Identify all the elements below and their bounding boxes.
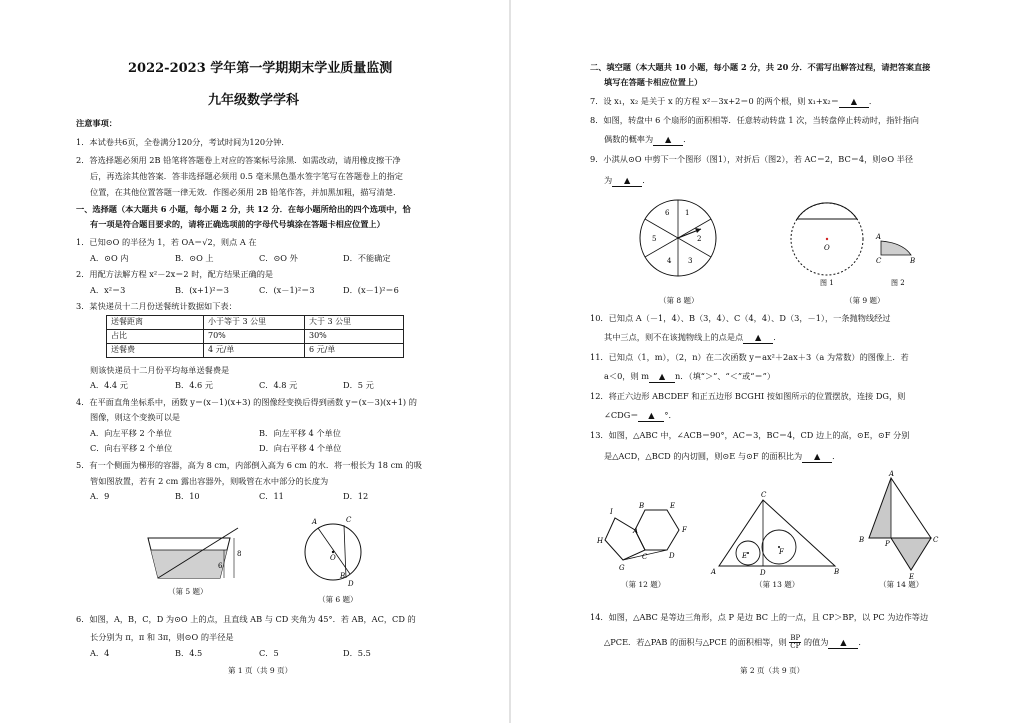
label-6: 6 (218, 562, 223, 570)
figure-2-label: 图 2 (891, 279, 905, 287)
label-a: A (876, 233, 882, 241)
notice-2-cont: 后，再选涂其他答案．答非选择题必须用 0.5 毫米黑色墨水签字笔写在答题卷上的指定 (90, 171, 403, 181)
q4-option-c: C．向右平移 2 个单位 (90, 443, 173, 453)
label: C (642, 553, 648, 561)
table-cell: 70% (204, 330, 305, 344)
label: D (669, 552, 675, 560)
spinner-divider (678, 219, 711, 238)
fraction-numerator: BP (790, 634, 801, 642)
section-2-heading: 二、填空题（本大题共 10 小题，每小题 2 分，共 20 分．不需写出解答过程，请把答案直接 (590, 62, 931, 72)
folded-piece (881, 241, 911, 255)
q1-option-d: D．不能确定 (343, 253, 391, 263)
answer-blank: ▲ (839, 96, 869, 108)
notice-heading: 注意事项： (76, 118, 117, 128)
q10-line-2: 其中三点，则不在该抛物线上的点是点 ▲ ． (604, 332, 781, 344)
q8-line-2: 偶数的概率为 ▲ ． (604, 134, 691, 146)
q13-text: 是△ACD，△BCD 的内切圆，则⊙E 与⊙F 的面积比为 (604, 451, 803, 461)
answer-blank: ▲ (743, 332, 773, 344)
label-f: F (779, 548, 784, 556)
q1-option-a: A．⊙O 内 (90, 253, 129, 263)
spinner-divider (645, 238, 678, 257)
figure-1-label: 图 1 (820, 279, 834, 287)
spinner-divider (678, 238, 711, 257)
exam-title: 2022-2023 学年第一学期期末学业质量监测 (128, 61, 393, 76)
q13-line-1: 13．如图，△ABC 中，∠ACB＝90°，AC＝3，BC＝4，CD 边上的高，⊙E，⊙F 分别 (590, 430, 910, 440)
q9-text: 为 (604, 175, 613, 185)
q5-option-d: D．12 (343, 491, 369, 501)
label: B (639, 502, 645, 510)
sector-number: 6 (665, 209, 670, 217)
spinner-divider (645, 219, 678, 238)
figure-14-caption: （第 14 题） (879, 580, 924, 589)
q12-line-2 (604, 410, 677, 422)
exam-subtitle: 九年级数学学科 (208, 93, 300, 108)
notice-2-cont2: 位置，在其他位置答题一律无效．作图必须用 2B 铅笔作答，并加黑加粗，描写清楚． (90, 187, 402, 197)
center-point (332, 551, 334, 553)
figure-12 (595, 496, 705, 578)
table-cell: 大于 3 公里 (305, 316, 404, 330)
fraction-denominator: CP (790, 642, 801, 651)
notice-1: 1．本试卷共6页，全卷满分120分，考试时间为120分钟． (76, 137, 290, 147)
table-row (107, 330, 404, 344)
page-2-footer: 第 2 页（共 9 页） (740, 666, 805, 675)
q5-line-1: 5．有一个侧面为梯形的容器，高为 8 cm，内部倒入高为 6 cm 的水．将一根长为 18 cm 的吸 (76, 460, 422, 470)
q6-option-d: D．5.5 (343, 648, 371, 658)
page-1 (0, 0, 507, 723)
q1-option-c: C．⊙O 外 (259, 253, 298, 263)
q12-line-1: 12．将正六边形 ABCDEF 和正五边形 BCGHI 按如图所示的位置摆放，连接 DG，则 (590, 391, 906, 401)
label-c: C (876, 257, 882, 265)
sector-number: 4 (667, 257, 672, 265)
answer-blank: ▲ (638, 410, 664, 422)
table-cell: 送餐距离 (107, 316, 204, 330)
q10-text: 其中三点，则不在该抛物线上的点是点 (604, 332, 744, 342)
q7: 7．设 x₁，x₂ 是关于 x 的方程 x²－3x+2＝0 的两个根，则 x₁+x₂＝ ▲ ． (590, 96, 877, 108)
figure-12-caption: （第 12 题） (621, 580, 666, 589)
label-8: 8 (237, 550, 242, 558)
q11-text-end: n．（填“＞”、“＜”或“＝”） (675, 371, 776, 381)
answer-blank: ▲ (828, 637, 858, 649)
sector-number: 2 (697, 235, 702, 243)
q9-line-2: 为 ▲ ． (604, 175, 650, 187)
page-1-footer: 第 1 页（共 9 页） (228, 666, 293, 675)
page-divider (509, 0, 511, 723)
label-c: C (761, 491, 767, 499)
figure-6-circle (300, 512, 380, 592)
label: H (597, 537, 604, 545)
q3-stem: 3．某快递员十二月份送餐统计数据如下表： (76, 301, 237, 311)
q14-line-2: △PCE．若△PAB 的面积与△PCE 的面积相等，则 $\frac{BP}{CP}$ 的值为 ▲ ． (604, 634, 867, 651)
table-row (107, 316, 404, 330)
q4-option-d: D．向右平移 4 个单位 (259, 443, 342, 453)
label-d: D (760, 569, 766, 577)
q2-option-b: B．(x+1)²＝3 (175, 285, 229, 295)
q6-option-c: C．5 (259, 648, 279, 658)
q1-stem: 1．已知⊙O 的半径为 1，若 OA＝√2，则点 A 在 (76, 237, 257, 247)
label-a: A (312, 518, 318, 526)
section-1-heading: 一、选择题（本大题共 6 小题，每小题 2 分，共 12 分．在每小题所给出的四个选项中，恰 (76, 204, 411, 214)
q4-line-1: 4．在平面直角坐标系中，函数 y＝(x－1)(x+3) 的图像经变换后得到函数 y＝(x－3)(x+1) 的 (76, 397, 417, 407)
page-2 (515, 0, 1024, 723)
label: E (670, 502, 676, 510)
q3-after: 则该快递员十二月份平均每单送餐费是 (90, 365, 230, 375)
label-p: P (885, 540, 890, 548)
label-e: E (909, 573, 915, 581)
q4-line-2: 图像，则这个变换可以是 (90, 412, 181, 422)
center-e (747, 552, 749, 554)
q12-text: ∠CDG＝ (604, 410, 639, 420)
label: I (610, 508, 613, 516)
q11-text: a＜0，则 m (604, 371, 650, 381)
pentagon (605, 518, 645, 560)
label-c: C (933, 536, 939, 544)
q6-line-1: 6．如图，A，B，C，D 为⊙O 上的点，且直线 AB 与 CD 夹角为 45°．若 AB，AC，CD 的 (76, 614, 416, 624)
q6-line-2: 长分别为 π，π 和 3π，则⊙O 的半径是 (90, 632, 234, 642)
q14-line-1: 14．如图，△ABC 是等边三角形，点 P 是边 BC 上的一点，且 CP＞BP，以 PC 为边作等边 (590, 612, 929, 622)
q4-option-a: A．向左平移 2 个单位 (90, 428, 172, 438)
label-o: O (824, 244, 830, 252)
q5-option-c: C．11 (259, 491, 284, 501)
section-1-heading-cont: 有一项是符合题目要求的，请将正确选项前的字母代号填涂在答题卡相应位置上） (90, 219, 385, 229)
q6-option-a: A．4 (90, 648, 110, 658)
figure-8-spinner (633, 193, 733, 293)
table-cell: 4 元/单 (204, 344, 305, 358)
sector-number: 5 (652, 235, 657, 243)
figure-5-container (128, 516, 248, 586)
shaded-pce (891, 538, 931, 570)
q5-option-b: B．10 (175, 491, 200, 501)
section-2-heading-cont: 填写在答题卡相应位置上） (604, 77, 703, 87)
cut-segment (797, 203, 857, 219)
q5-line-2: 管如图放置，若有 2 cm 露出容器外，则吸管在水中部分的长度为 (90, 476, 329, 486)
q14-text: △PCE．若△PAB 的面积与△PCE 的面积相等，则 (604, 636, 787, 647)
figure-8-caption: （第 8 题） (659, 296, 699, 305)
center-point (826, 238, 828, 240)
q7-text: 7．设 x₁，x₂ 是关于 x 的方程 x²－3x+2＝0 的两个根，则 x₁+x₂＝ (590, 96, 839, 106)
q4-option-b: B．向左平移 4 个单位 (259, 428, 341, 438)
table-row (107, 344, 404, 358)
water-region (151, 550, 227, 578)
sector-number: 1 (685, 209, 690, 217)
q2-stem: 2．用配方法解方程 x²－2x＝2 时，配方结果正确的是 (76, 269, 274, 279)
figure-6-caption: （第 6 题） (318, 595, 358, 604)
table-cell: 30% (305, 330, 404, 344)
table-cell: 送餐费 (107, 344, 204, 358)
label-b: B (910, 257, 916, 265)
q8-text: 偶数的概率为 (604, 134, 654, 144)
answer-blank: ▲ (612, 175, 642, 187)
q1-option-b: B．⊙O 上 (175, 253, 214, 263)
q9-line-1: 9．小淇从⊙O 中剪下一个图形（图1），对折后（图2），若 AC＝2，BC＝4，则⊙O 半径 (590, 154, 914, 164)
figure-9 (787, 193, 957, 293)
q2-option-a: A．x²＝3 (90, 285, 126, 295)
q3-option-b: B．4.6 元 (175, 380, 214, 390)
label-c: C (346, 516, 352, 524)
label-o: O (330, 554, 336, 562)
q11-line-2 (604, 371, 775, 383)
q10-line-1: 10．已知点 A（－1，4）、B（3，4）、C（4，4）、D（3，－1），一条抛物线经过 (590, 313, 891, 323)
label-d: D (348, 580, 354, 588)
label-a: A (889, 470, 895, 478)
q8-line-1: 8．如图，转盘中 6 个扇形的面积相等．任意转动转盘 1 次，当转盘停止转动时，指针指向 (590, 115, 919, 125)
figure-5-caption: （第 5 题） (168, 587, 208, 596)
label-a: A (711, 568, 717, 576)
q6-option-b: B．4.5 (175, 648, 203, 658)
label: A (633, 527, 639, 535)
q3-table (106, 315, 404, 358)
q12-text-end: °． (664, 410, 677, 420)
label-b: B (834, 568, 840, 576)
sector-number: 3 (688, 257, 693, 265)
answer-blank: ▲ (802, 451, 832, 463)
answer-blank: ▲ (653, 134, 683, 146)
q13-line-2: 是△ACD，△BCD 的内切圆，则⊙E 与⊙F 的面积比为 ▲ ． (604, 451, 840, 463)
q3-option-a: A．4.4 元 (90, 380, 128, 390)
notice-2: 2．答选择题必须用 2B 铅笔将答题卷上对应的答案标号涂黑．如需改动，请用橡皮擦干净 (76, 155, 401, 165)
q3-option-d: D．5 元 (343, 380, 374, 390)
label-b: B (859, 536, 865, 544)
q5-option-a: A．9 (90, 491, 110, 501)
label: F (682, 526, 687, 534)
answer-blank: ▲ (649, 371, 675, 383)
label-b: B (340, 572, 346, 580)
figure-13 (711, 490, 845, 578)
q14-text-end: 的值为 (803, 636, 829, 647)
fraction (789, 635, 801, 651)
q11-line-1: 11．已知点（1，m），（2，n）在二次函数 y＝ax²＋2ax＋3（a 为常数）的图像上．若 (590, 352, 909, 362)
table-cell: 小于等于 3 公里 (204, 316, 305, 330)
table-cell: 6 元/单 (305, 344, 404, 358)
table-cell: 占比 (107, 330, 204, 344)
q2-option-c: C．(x－1)²＝3 (259, 285, 315, 295)
chord-cd (344, 525, 346, 578)
figure-9-caption: （第 9 题） (845, 296, 885, 305)
label-e: E (742, 552, 748, 560)
figure-14 (855, 470, 945, 580)
q3-option-c: C．4.8 元 (259, 380, 298, 390)
figure-13-caption: （第 13 题） (755, 580, 800, 589)
label: G (619, 564, 625, 572)
q2-option-d: D．(x－1)²＝6 (343, 285, 399, 295)
